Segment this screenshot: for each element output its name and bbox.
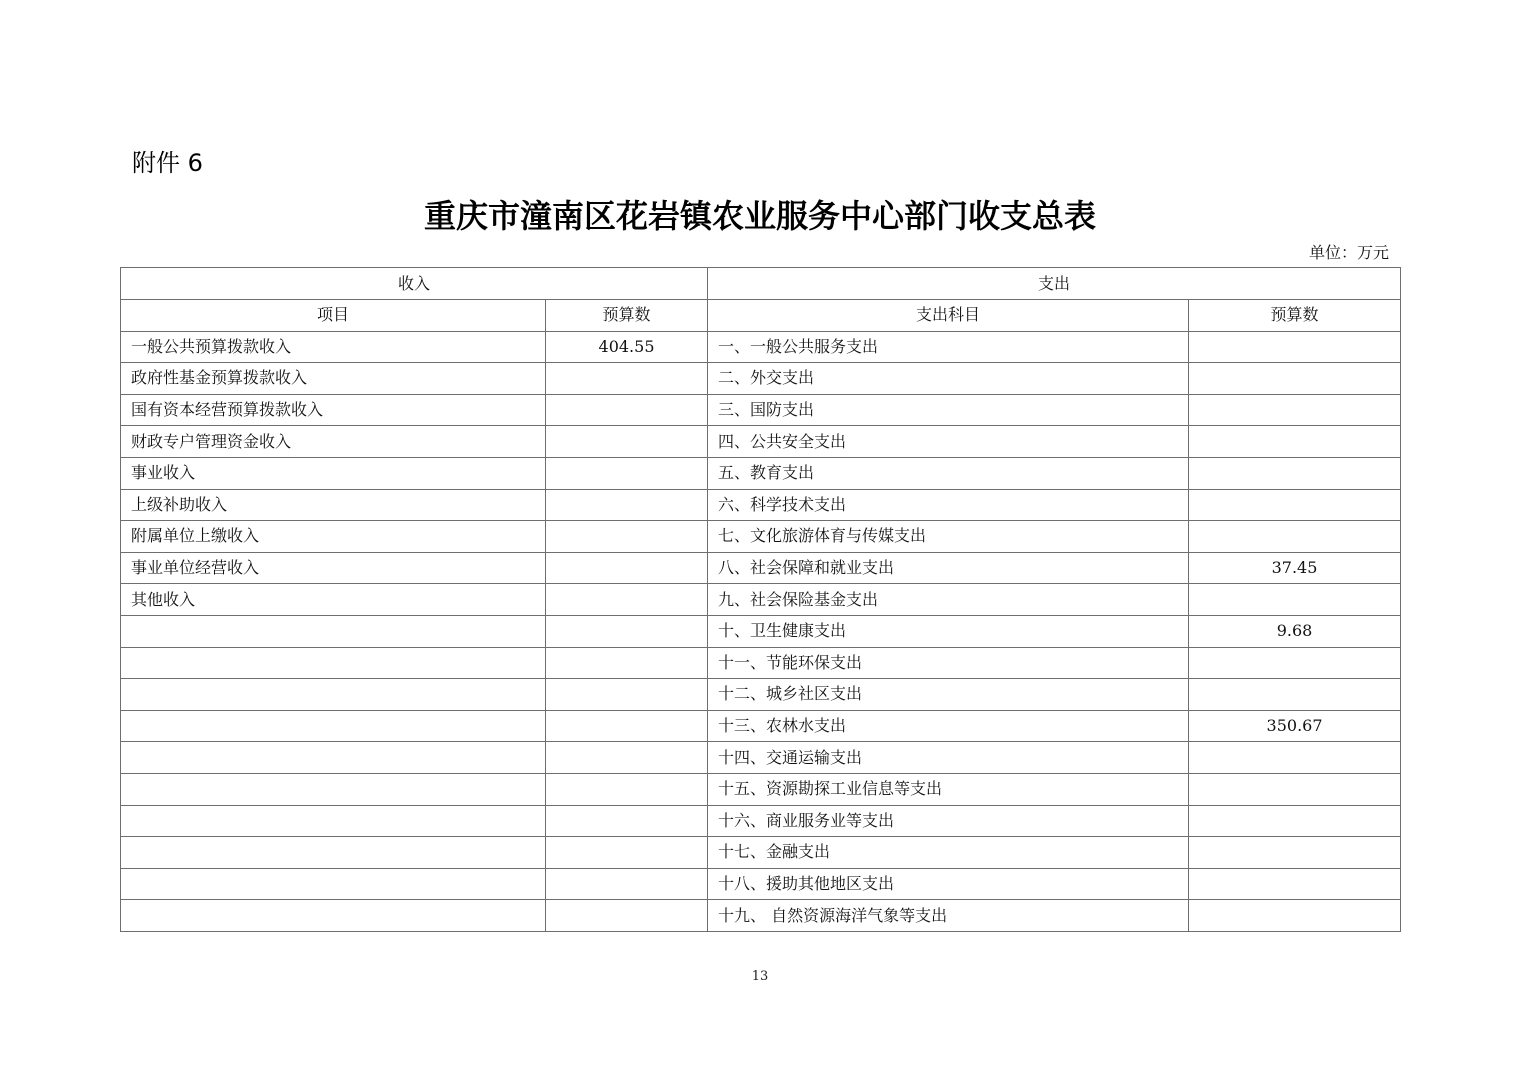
income-item-cell: 国有资本经营预算拨款收入 bbox=[121, 394, 546, 426]
income-budget-cell bbox=[546, 773, 708, 805]
expense-item-cell: 十四、交通运输支出 bbox=[708, 742, 1189, 774]
unit-label: 单位：万元 bbox=[1308, 243, 1389, 262]
expense-budget-cell: 350.67 bbox=[1189, 710, 1401, 742]
income-budget-cell bbox=[546, 363, 708, 395]
income-item-cell bbox=[121, 868, 546, 900]
income-budget-cell bbox=[546, 679, 708, 711]
table-row bbox=[121, 679, 1401, 711]
expense-item-cell: 十三、农林水支出 bbox=[708, 710, 1189, 742]
income-item-cell: 附属单位上缴收入 bbox=[121, 521, 546, 553]
income-budget-column-header: 预算数 bbox=[546, 300, 708, 332]
income-budget-cell bbox=[546, 552, 708, 584]
income-item-cell bbox=[121, 679, 546, 711]
table-row bbox=[121, 868, 1401, 900]
expense-budget-cell bbox=[1189, 742, 1401, 774]
income-budget-cell bbox=[546, 489, 708, 521]
income-budget-cell bbox=[546, 394, 708, 426]
income-item-cell bbox=[121, 742, 546, 774]
expense-item-cell: 七、文化旅游体育与传媒支出 bbox=[708, 521, 1189, 553]
table-row bbox=[121, 426, 1401, 458]
expense-item-cell: 十六、商业服务业等支出 bbox=[708, 805, 1189, 837]
table-row bbox=[121, 552, 1401, 584]
table-row bbox=[121, 710, 1401, 742]
income-group-header: 收入 bbox=[121, 268, 708, 300]
income-item-cell: 事业收入 bbox=[121, 457, 546, 489]
income-budget-cell: 404.55 bbox=[546, 331, 708, 363]
expense-budget-cell bbox=[1189, 489, 1401, 521]
expense-item-cell: 八、社会保障和就业支出 bbox=[708, 552, 1189, 584]
income-budget-cell bbox=[546, 868, 708, 900]
table-column-header-row bbox=[121, 300, 1401, 332]
expense-budget-cell bbox=[1189, 457, 1401, 489]
expense-budget-cell bbox=[1189, 679, 1401, 711]
income-item-column-header: 项目 bbox=[121, 300, 546, 332]
page-title: 重庆市潼南区花岩镇农业服务中心部门收支总表 bbox=[423, 197, 1096, 235]
expense-budget-column-header: 预算数 bbox=[1189, 300, 1401, 332]
income-item-cell bbox=[121, 710, 546, 742]
table-row bbox=[121, 331, 1401, 363]
expense-item-cell: 五、教育支出 bbox=[708, 457, 1189, 489]
income-item-cell: 其他收入 bbox=[121, 584, 546, 616]
income-budget-cell bbox=[546, 710, 708, 742]
expense-item-cell: 四、公共安全支出 bbox=[708, 426, 1189, 458]
income-item-cell bbox=[121, 837, 546, 869]
income-item-cell: 财政专户管理资金收入 bbox=[121, 426, 546, 458]
income-budget-cell bbox=[546, 615, 708, 647]
table-row bbox=[121, 394, 1401, 426]
income-item-cell: 一般公共预算拨款收入 bbox=[121, 331, 546, 363]
income-budget-cell bbox=[546, 457, 708, 489]
expense-item-cell: 十五、资源勘探工业信息等支出 bbox=[708, 773, 1189, 805]
expense-budget-cell bbox=[1189, 363, 1401, 395]
table-row bbox=[121, 805, 1401, 837]
expense-item-cell: 十七、金融支出 bbox=[708, 837, 1189, 869]
expense-budget-cell bbox=[1189, 584, 1401, 616]
expense-item-cell: 十九、 自然资源海洋气象等支出 bbox=[708, 900, 1189, 932]
table-group-header-row bbox=[121, 268, 1401, 300]
income-item-cell bbox=[121, 647, 546, 679]
table-row bbox=[121, 457, 1401, 489]
income-budget-cell bbox=[546, 900, 708, 932]
income-expense-table bbox=[120, 267, 1401, 932]
expense-item-cell: 一、一般公共服务支出 bbox=[708, 331, 1189, 363]
expense-budget-cell bbox=[1189, 521, 1401, 553]
expense-budget-cell: 37.45 bbox=[1189, 552, 1401, 584]
attachment-label: 附件 6 bbox=[132, 149, 203, 177]
income-budget-cell bbox=[546, 647, 708, 679]
table-row bbox=[121, 647, 1401, 679]
expense-item-cell: 十一、节能环保支出 bbox=[708, 647, 1189, 679]
table-row bbox=[121, 773, 1401, 805]
expense-budget-cell bbox=[1189, 868, 1401, 900]
expense-budget-cell bbox=[1189, 773, 1401, 805]
expense-budget-cell bbox=[1189, 394, 1401, 426]
expense-item-cell: 二、外交支出 bbox=[708, 363, 1189, 395]
expense-item-cell: 六、科学技术支出 bbox=[708, 489, 1189, 521]
expense-item-cell: 九、社会保险基金支出 bbox=[708, 584, 1189, 616]
expense-item-column-header: 支出科目 bbox=[708, 300, 1189, 332]
expense-item-cell: 十、卫生健康支出 bbox=[708, 615, 1189, 647]
income-item-cell bbox=[121, 900, 546, 932]
expense-item-cell: 三、国防支出 bbox=[708, 394, 1189, 426]
expense-budget-cell bbox=[1189, 426, 1401, 458]
expense-item-cell: 十二、城乡社区支出 bbox=[708, 679, 1189, 711]
expense-budget-cell bbox=[1189, 837, 1401, 869]
income-budget-cell bbox=[546, 805, 708, 837]
expense-item-cell: 十八、援助其他地区支出 bbox=[708, 868, 1189, 900]
table-row bbox=[121, 900, 1401, 932]
income-item-cell bbox=[121, 615, 546, 647]
table-row bbox=[121, 584, 1401, 616]
income-budget-cell bbox=[546, 742, 708, 774]
income-item-cell: 事业单位经营收入 bbox=[121, 552, 546, 584]
income-item-cell: 上级补助收入 bbox=[121, 489, 546, 521]
table-row bbox=[121, 837, 1401, 869]
table-row bbox=[121, 742, 1401, 774]
income-item-cell bbox=[121, 805, 546, 837]
income-item-cell bbox=[121, 773, 546, 805]
expense-budget-cell bbox=[1189, 647, 1401, 679]
income-budget-cell bbox=[546, 584, 708, 616]
expense-budget-cell bbox=[1189, 331, 1401, 363]
income-item-cell: 政府性基金预算拨款收入 bbox=[121, 363, 546, 395]
page-number: 13 bbox=[751, 969, 769, 984]
table-row bbox=[121, 489, 1401, 521]
expense-group-header: 支出 bbox=[708, 268, 1401, 300]
expense-budget-cell bbox=[1189, 805, 1401, 837]
income-budget-cell bbox=[546, 521, 708, 553]
table-row bbox=[121, 521, 1401, 553]
expense-budget-cell bbox=[1189, 900, 1401, 932]
income-budget-cell bbox=[546, 837, 708, 869]
expense-budget-cell: 9.68 bbox=[1189, 615, 1401, 647]
income-budget-cell bbox=[546, 426, 708, 458]
table-row bbox=[121, 615, 1401, 647]
table-row bbox=[121, 363, 1401, 395]
